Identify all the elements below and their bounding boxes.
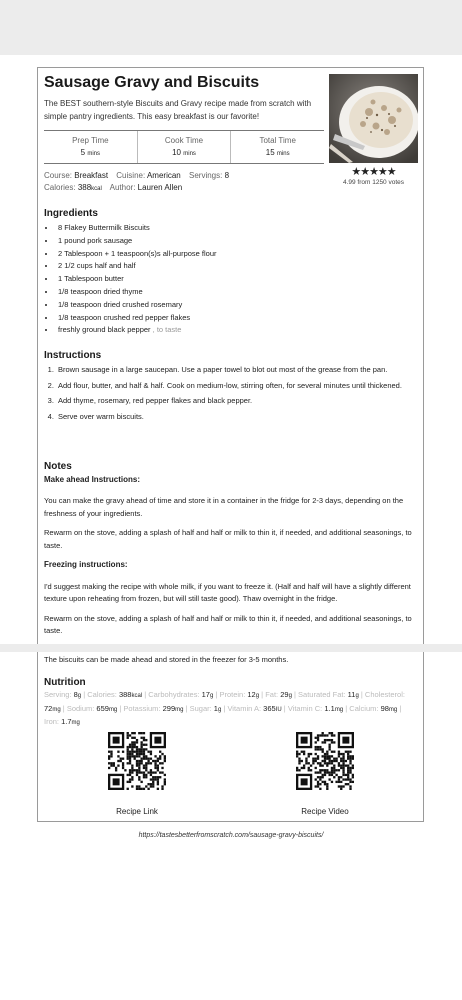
ingredient-item: • 2 1/2 cups half and half	[56, 260, 418, 273]
page-1	[0, 55, 462, 644]
recipe-title: Sausage Gravy and Biscuits	[44, 74, 260, 91]
recipe-link-label: Recipe Link	[116, 807, 158, 816]
prep-time: Prep Time 5 mins	[72, 136, 109, 157]
course-value: Breakfast	[74, 171, 109, 180]
ingredient-note: , to taste	[152, 325, 182, 335]
ingredients-section	[44, 208, 418, 337]
ingredient-item: • 1/8 teaspoon crushed red pepper flakes	[56, 312, 418, 325]
rating	[329, 166, 418, 186]
recipe-video-label: Recipe Video	[301, 807, 349, 816]
recipe-meta: Course: Breakfast Cuisine: American Servings: 8 Calories: 388kcal Author: Lauren Allen	[44, 171, 230, 192]
source-url[interactable]: https://tastesbetterfromscratch.com/sausage-gravy-biscuits/	[138, 832, 324, 839]
cuisine-value: American	[146, 171, 181, 180]
notes-section	[44, 461, 418, 638]
cook-time: Cook Time 10 mins	[137, 131, 231, 163]
nutrition-heading: Nutrition	[44, 677, 86, 688]
time-bar	[44, 130, 324, 164]
calories-value: 388kcal	[77, 183, 102, 192]
rating-votes: 4.99 from 1250 votes	[342, 179, 405, 186]
author-value: Lauren Allen	[137, 183, 183, 192]
freezer-note: The biscuits can be made ahead and stored in the freezer for 3-5 months.	[44, 655, 289, 664]
qr-code-icon[interactable]	[296, 732, 354, 790]
ingredient-item: • 8 Flakey Buttermilk Biscuits	[56, 222, 418, 235]
recipe-link-qr[interactable]	[97, 732, 177, 816]
page-2	[0, 652, 462, 1000]
recipe-photo-image	[329, 74, 418, 163]
notes-heading: Notes	[44, 461, 72, 472]
ingredient-item: • 1 Tablespoon butter	[56, 273, 418, 286]
make-ahead-title: Make ahead Instructions:	[44, 474, 141, 484]
nutrition-facts: Serving: 8g | Calories: 388kcal | Carbohydrates: 17g | Protein: 12g | Fat: 29g | Saturated Fat: 11g | Cholesterol: 72mg | Sodium: 659mg | Potassium: 299mg | Sugar: 1g | Vitamin A: 365IU | Vitamin C: 1.1mg | Calcium: 98mg | Iron: 1.7mg	[44, 690, 405, 726]
servings-value: 8	[224, 171, 230, 180]
make-ahead-paragraph: Rewarm on the stove, adding a splash of half and half or milk to thin it, if needed, and additional seasonings, to taste.	[44, 528, 412, 550]
instructions-list	[44, 364, 418, 423]
recipe-video-qr[interactable]	[285, 732, 365, 816]
instruction-step: 3. Add thyme, rosemary, red pepper flakes and black pepper.	[56, 395, 418, 408]
ingredient-item: • 1/8 teaspoon dried thyme	[56, 286, 418, 299]
qr-code-icon[interactable]	[108, 732, 166, 790]
freezing-paragraph: I'd suggest making the recipe with whole milk, if you want to freeze it. (Half and half will have a slightly different texture upon reheating from frozen, but will still taste good). Thaw overnight in the fridge.	[44, 581, 411, 603]
ingredients-heading: Ingredients	[44, 208, 98, 219]
nutrition-section	[44, 677, 418, 730]
make-ahead-paragraph: You can make the gravy ahead of time and store it in a container in the fridge for 2-3 days, depending on the freshness of your ingredients.	[44, 496, 404, 518]
recipe-card-continued	[37, 652, 424, 822]
instructions-heading: Instructions	[44, 350, 102, 361]
star-rating-icon[interactable]: ★★★★★	[351, 166, 396, 178]
recipe-summary: The BEST southern-style Biscuits and Gravy recipe made from scratch with simple pantry ingredients. This easy breakfast is our favorite!	[44, 99, 312, 121]
ingredient-item: • 2 Tablespoon + 1 teaspoon(s)s all-purpose flour	[56, 248, 418, 261]
instruction-step: 4. Serve over warm biscuits.	[56, 411, 418, 424]
freezing-title: Freezing instructions:	[44, 560, 128, 569]
total-time: Total Time 15 mins	[230, 131, 324, 163]
recipe-card	[37, 67, 424, 644]
ingredient-item: • 1 pound pork sausage	[56, 235, 418, 248]
instructions-section	[44, 350, 418, 426]
freezing-paragraph: Rewarm on the stove, adding a splash of half and half or milk to thin it, if needed, and additional seasonings, to taste.	[44, 613, 412, 635]
ingredients-list	[44, 222, 418, 337]
instruction-step: 1. Brown sausage in a large saucepan. Use a paper towel to blot out most of the grease from the pan.	[56, 364, 418, 377]
recipe-photo	[329, 74, 418, 163]
instruction-step: 2. Add flour, butter, and half & half. Cook on medium-low, stirring often, for several minutes until thickened.	[56, 380, 418, 393]
ingredient-item: • 1/8 teaspoon dried crushed rosemary	[56, 299, 418, 312]
ingredient-item: • freshly ground black pepper , to taste	[56, 324, 418, 337]
